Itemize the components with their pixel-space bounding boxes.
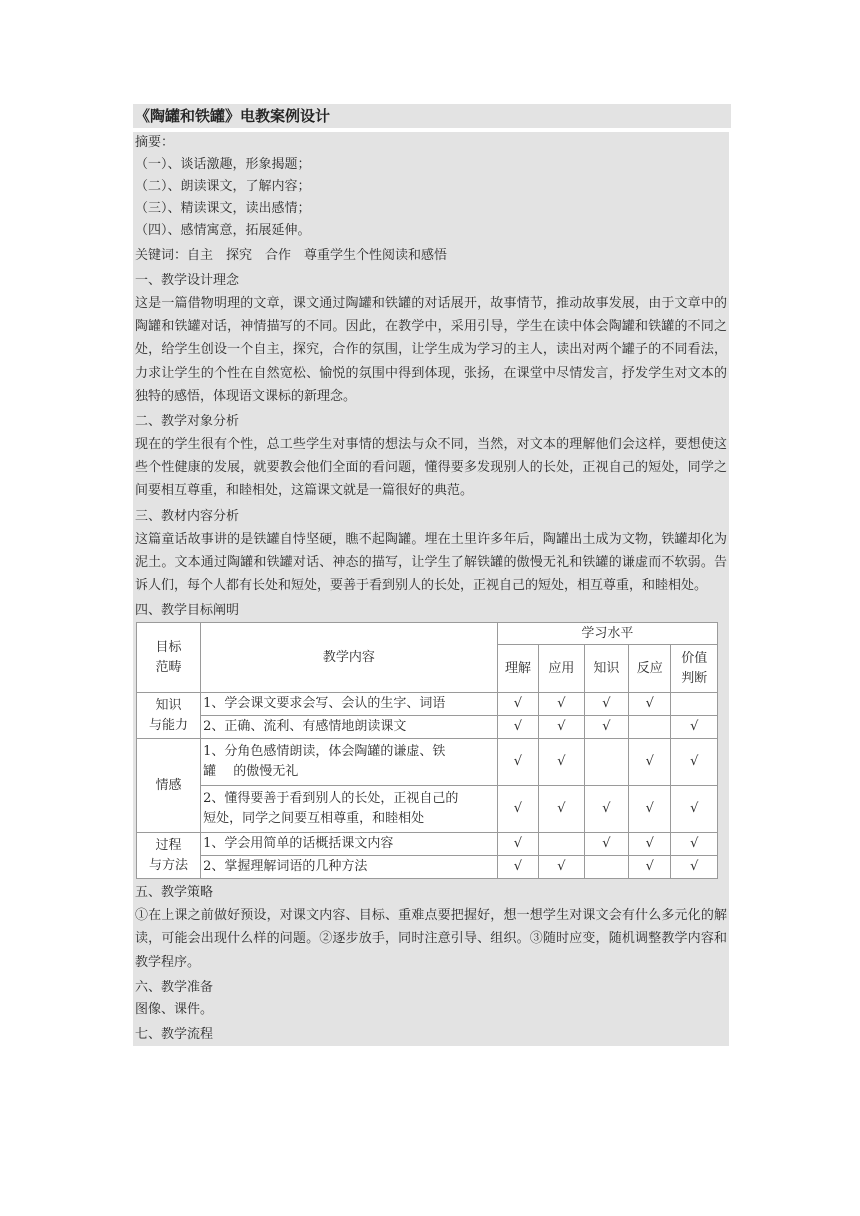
table-row (137, 739, 718, 786)
category-cell (137, 693, 201, 739)
section-body: ①在上课之前做好预设，对课文内容、目标、重难点要把握好，想一想学生对课文会有什么多元化的解读，可能会出现什么样的问题。②逐步放手，同时注意引导、组织。③随时应变，随机调整教学内容和教学程序。 (135, 908, 727, 970)
mark-cell (539, 833, 584, 856)
table-row (137, 693, 718, 716)
content-cell: 1、学会课文要求会写、会认的生字、词语 (201, 693, 498, 716)
document-title: 《陶罐和铁罐》电教案例设计 (133, 104, 731, 128)
keywords: 关键词：自主 探究 合作 尊重学生个性阅读和感悟 (135, 248, 448, 263)
header-level-item: 反应 (629, 645, 671, 693)
mark-cell: √ (497, 786, 538, 833)
mark-cell: √ (671, 833, 718, 856)
header-level-item: 应用 (539, 645, 584, 693)
category-label: 与能力 (149, 717, 189, 733)
header-category: 范畴 (155, 659, 182, 675)
content-cell: 2、正确、流利、有感情地朗读课文 (201, 716, 498, 739)
section-heading: 二、教学对象分析 (135, 414, 240, 430)
content-cell: 2、掌握理解词语的几种方法 (201, 856, 498, 879)
header-level-item: 理解 (497, 645, 538, 693)
table-row (137, 716, 718, 739)
table-row (137, 856, 718, 879)
section-body: 图像、课件。 (135, 1001, 214, 1017)
mark-cell (584, 856, 628, 879)
mark-cell: √ (584, 833, 628, 856)
header-level-item: 价值 (681, 650, 708, 666)
mark-cell: √ (539, 693, 584, 716)
content-line: 短处，同学之间要互相尊重，和睦相处 (203, 811, 425, 827)
section-body: 这是一篇借物明理的文章，课文通过陶罐和铁罐的对话展开，故事情节，推动故事发展，由于文章中的陶罐和铁罐对话，神情描写的不同。因此，在教学中，采用引导，学生在读中体会陶罐和铁罐的不同之处，给学生创设一个自主，探究，合作的氛围，让学生成为学习的主人，读出对两个罐子的不同看法，力求让学生的个性在自然宽松、愉悦的氛围中得到体现，张扬，在课堂中尽情发言，抒发学生对文本的独特的感悟，体现语文课标的新理念。 (135, 296, 727, 404)
header-content: 教学内容 (201, 623, 498, 693)
content-block (133, 132, 729, 1046)
table-row (137, 833, 718, 856)
mark-cell: √ (629, 786, 671, 833)
header-level-item-cell (671, 645, 718, 693)
mark-cell: √ (671, 856, 718, 879)
mark-cell: √ (497, 833, 538, 856)
section-heading: 五、教学策略 (135, 885, 214, 901)
table-row (137, 786, 718, 833)
abstract-item: （四）、感情寓意，拓展延伸。 (135, 223, 311, 238)
goals-table (136, 622, 718, 879)
mark-cell: √ (497, 739, 538, 786)
mark-cell: √ (584, 786, 628, 833)
content-line: 1、分角色感情朗读，体会陶罐的谦虚、铁 (203, 744, 446, 760)
section-heading: 三、教材内容分析 (135, 508, 240, 524)
mark-cell: √ (497, 693, 538, 716)
section-heading: 七、教学流程 (135, 1026, 214, 1042)
mark-cell: √ (539, 786, 584, 833)
mark-cell: √ (671, 739, 718, 786)
mark-cell: √ (539, 716, 584, 739)
category-cell (137, 833, 201, 879)
mark-cell: √ (539, 856, 584, 879)
mark-cell (584, 739, 628, 786)
section-heading: 六、教学准备 (135, 979, 214, 995)
content-cell (201, 786, 498, 833)
abstract-item: （一）、谈话激趣，形象揭题； (135, 157, 311, 172)
mark-cell (629, 716, 671, 739)
category-label: 知识 (155, 697, 182, 713)
category-label: 与方法 (149, 857, 189, 873)
section-body: 这篇童话故事讲的是铁罐自恃坚硬，瞧不起陶罐。埋在土里许多年后，陶罐出土成为文物，铁罐却化为泥土。文本通过陶罐和铁罐对话、神态的描写，让学生了解铁罐的傲慢无礼和铁罐的谦虚而不软弱。告诉人们，每个人都有长处和短处，要善于看到别人的长处，正视自己的短处，相互尊重，和睦相处。 (135, 531, 727, 594)
mark-cell: √ (584, 693, 628, 716)
mark-cell (671, 693, 718, 716)
header-category: 目标 (155, 639, 182, 655)
mark-cell: √ (539, 739, 584, 786)
header-category-cell (137, 623, 201, 693)
mark-cell: √ (584, 716, 628, 739)
mark-cell: √ (629, 833, 671, 856)
header-level-item: 知识 (584, 645, 628, 693)
document (133, 104, 729, 1046)
abstract-item: （二）、朗读课文，了解内容； (135, 179, 311, 194)
mark-cell: √ (629, 693, 671, 716)
header-level: 学习水平 (497, 623, 717, 645)
content-cell: 1、学会用简单的话概括课文内容 (201, 833, 498, 856)
category-label: 过程 (155, 837, 182, 853)
content-line: 2、懂得要善于看到别人的长处，正视自己的 (203, 791, 459, 807)
mark-cell: √ (629, 856, 671, 879)
header-level-item: 判断 (681, 670, 708, 686)
abstract-label: 摘要： (135, 135, 175, 150)
mark-cell: √ (671, 716, 718, 739)
section-heading: 一、教学设计理念 (135, 273, 240, 288)
section-body: 现在的学生很有个性，总工些学生对事情的想法与众不同，当然，对文本的理解他们会这样，要想使这些个性健康的发展，就要教会他们全面的看问题，懂得要多发现别人的长处，正视自己的短处，同学之间要相互尊重，和睦相处，这篇课文就是一篇很好的典范。 (135, 437, 727, 499)
mark-cell: √ (671, 786, 718, 833)
mark-cell: √ (629, 739, 671, 786)
section-heading: 四、教学目标阐明 (135, 603, 240, 619)
abstract-item: （三）、精读课文，读出感情； (135, 201, 311, 216)
content-cell (201, 739, 498, 786)
content-line: 罐 的傲慢无礼 (203, 764, 299, 780)
mark-cell: √ (497, 856, 538, 879)
category-label: 情感 (137, 739, 201, 833)
mark-cell: √ (497, 716, 538, 739)
